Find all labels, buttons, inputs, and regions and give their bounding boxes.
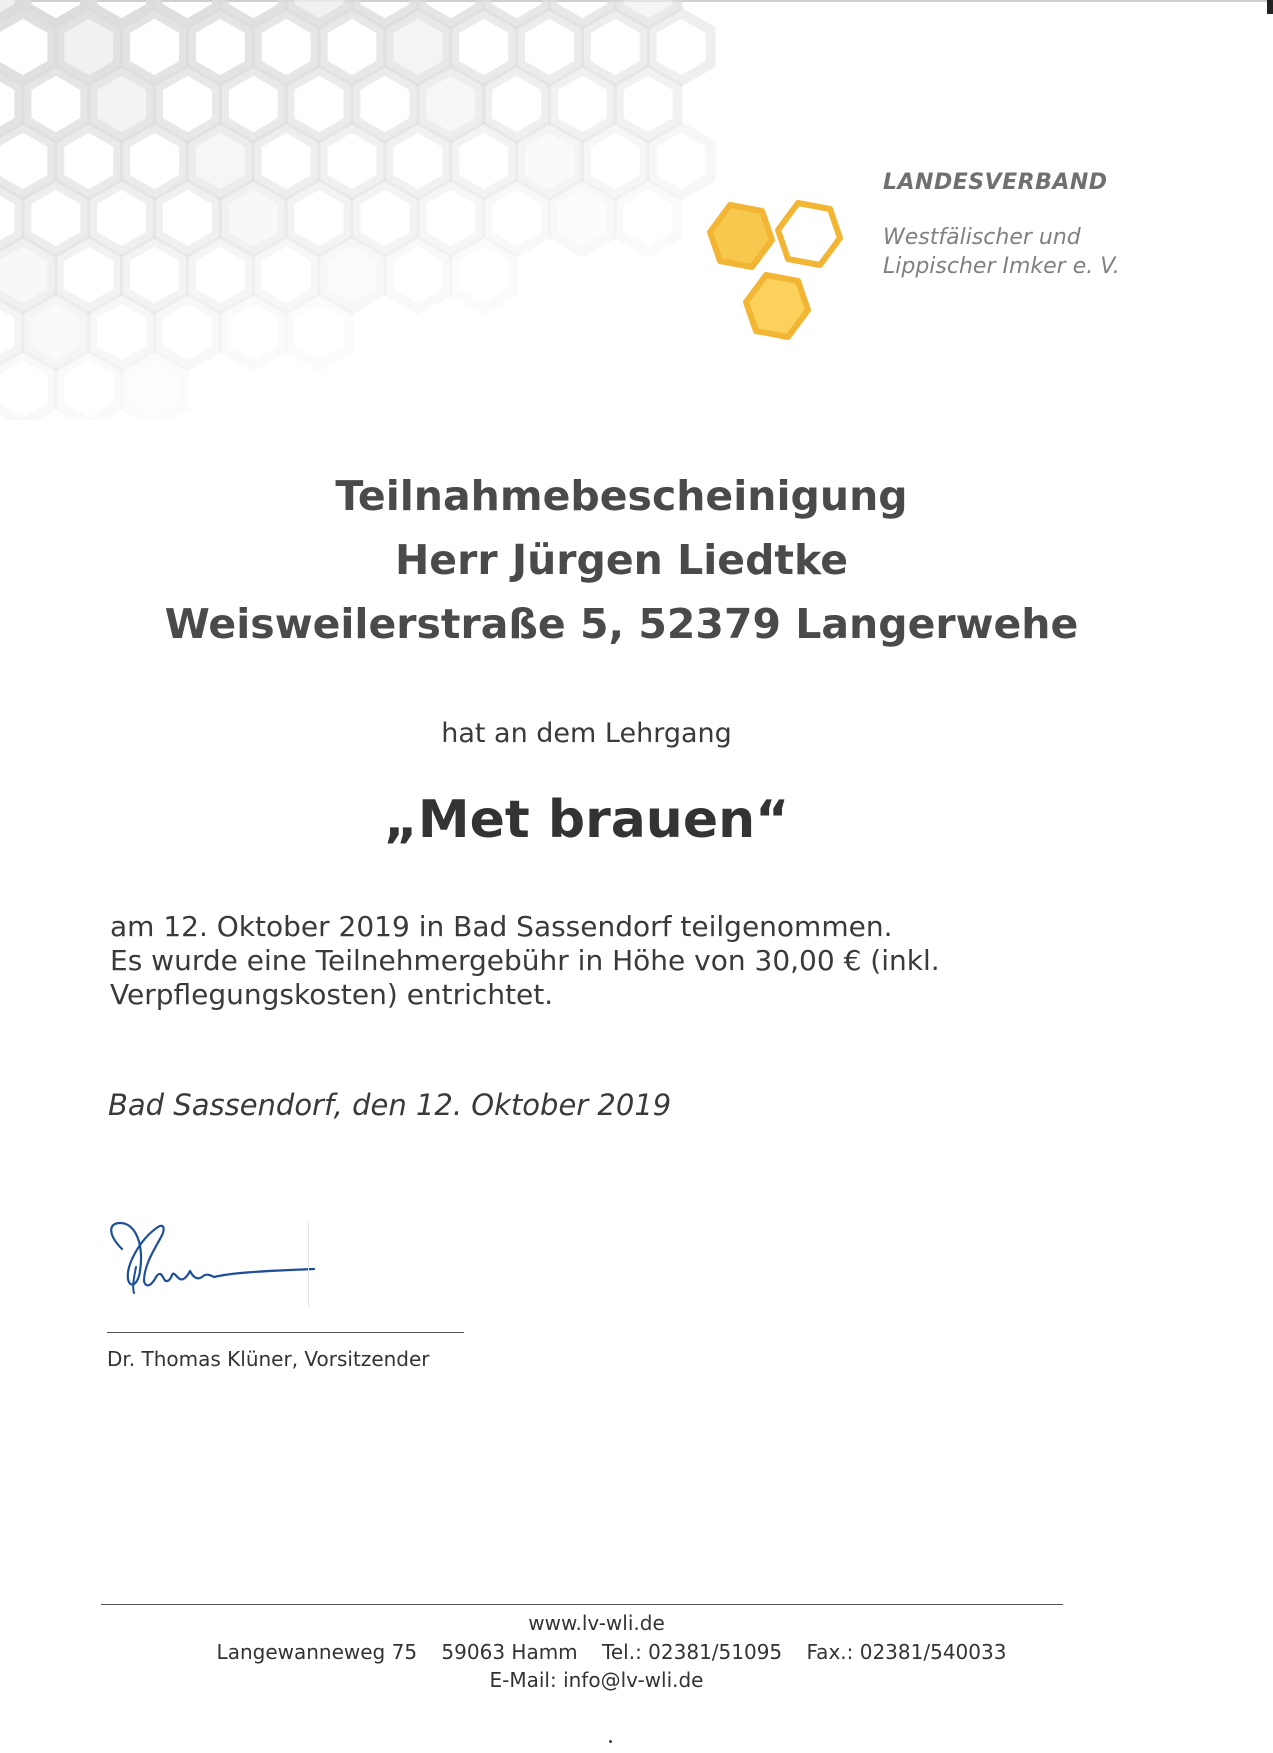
logo-cell-filled-left (710, 205, 772, 267)
background-hex-cell (224, 70, 283, 138)
background-hex-cell (652, 127, 711, 195)
background-hex-cell (323, 241, 382, 309)
background-hex-cell (125, 355, 184, 420)
background-hex-cell (388, 241, 447, 309)
background-hex-cell (586, 127, 645, 195)
background-hex-cell (125, 127, 184, 195)
intro-text: hat an dem Lehrgang (441, 718, 732, 749)
background-hex-cell (191, 13, 250, 81)
background-hex-cell (454, 13, 513, 81)
organization-title: LANDESVERBAND (883, 170, 1108, 195)
background-hex-cell (191, 127, 250, 195)
background-hex-cell (553, 184, 612, 252)
background-hex-cell (59, 13, 118, 81)
certificate-title: Teilnahmebescheinigung (335, 472, 908, 520)
organization-name-line1: Westfälischer und (883, 225, 1081, 250)
handwritten-signature (100, 1215, 320, 1305)
background-hex-cell (454, 241, 513, 309)
background-hex-cell (421, 70, 480, 138)
background-hex-cell (0, 355, 52, 420)
background-hex-cell (356, 184, 415, 252)
background-hex-cell (520, 127, 579, 195)
footer-street: Langewanneweg 75 (216, 1640, 418, 1664)
logo-cell-empty (778, 203, 840, 265)
background-hex-cell (26, 184, 85, 252)
background-hex-cell (290, 184, 349, 252)
background-hex-cell (323, 127, 382, 195)
background-hex-cell (59, 355, 118, 420)
background-hex-cell (59, 241, 118, 309)
course-title: „Met brauen“ (383, 790, 790, 850)
logo-cell-filled-bottom (746, 275, 808, 337)
organization-name-line2: Lippischer Imker e. V. (883, 254, 1120, 279)
recipient-address: Weisweilerstraße 5, 52379 Langerwehe (164, 600, 1079, 648)
background-hex-cell (224, 184, 283, 252)
background-hex-cell (323, 13, 382, 81)
background-hex-cell (125, 241, 184, 309)
signature-line (107, 1332, 464, 1333)
background-hex-cell (257, 127, 316, 195)
background-hex-cell (619, 70, 678, 138)
footer-fax: Fax.: 02381/540033 (806, 1640, 1007, 1664)
body-line-2: Es wurde eine Teilnehmergebühr in Höhe von 30,00 € (inkl. (110, 944, 940, 977)
background-hex-cell (356, 70, 415, 138)
background-hex-cell (520, 13, 579, 81)
scan-dot (609, 1740, 612, 1743)
page-edge-mark (1267, 0, 1273, 14)
footer-phone: Tel.: 02381/51095 (602, 1640, 783, 1664)
recipient-name: Herr Jürgen Liedtke (394, 536, 849, 584)
background-hex-cell (92, 70, 151, 138)
background-hex-cell (290, 70, 349, 138)
background-hex-cell (257, 241, 316, 309)
signer-name: Dr. Thomas Klüner, Vorsitzender (107, 1347, 430, 1371)
background-hex-cell (290, 298, 349, 366)
background-hex-cell (26, 70, 85, 138)
background-hex-cell (158, 298, 217, 366)
background-hex-cell (224, 298, 283, 366)
background-hex-cell (586, 13, 645, 81)
background-hex-cell (92, 298, 151, 366)
body-text (110, 910, 1170, 1012)
background-hex-cell (59, 127, 118, 195)
signature-divider (308, 1222, 309, 1307)
background-hex-cell (388, 127, 447, 195)
footer-email: E-Mail: info@lv-wli.de (489, 1668, 704, 1692)
background-hex-cell (92, 184, 151, 252)
background-hex-cell (454, 127, 513, 195)
place-and-date: Bad Sassendorf, den 12. Oktober 2019 (108, 1088, 672, 1122)
background-hex-cell (158, 70, 217, 138)
background-hex-cell (421, 184, 480, 252)
beekeeper-logo (690, 195, 860, 365)
background-hex-cell (652, 13, 711, 81)
background-hex-cell (487, 184, 546, 252)
footer-divider (101, 1604, 1063, 1605)
footer-website: www.lv-wli.de (528, 1611, 665, 1635)
background-hex-cell (487, 70, 546, 138)
body-line-3: Verpflegungskosten) entrichtet. (110, 978, 554, 1011)
footer-contact-line (0, 1640, 1273, 1664)
background-hex-cell (26, 298, 85, 366)
background-hex-cell (257, 13, 316, 81)
background-hex-cell (191, 241, 250, 309)
footer-city: 59063 Hamm (441, 1640, 578, 1664)
background-hex-cell (158, 184, 217, 252)
background-hex-cell (388, 13, 447, 81)
background-hex-cell (553, 70, 612, 138)
organization-block (883, 170, 1243, 281)
background-hex-cell (619, 184, 678, 252)
body-line-1: am 12. Oktober 2019 in Bad Sassendorf teilgenommen. (110, 910, 893, 943)
background-hex-cell (125, 13, 184, 81)
